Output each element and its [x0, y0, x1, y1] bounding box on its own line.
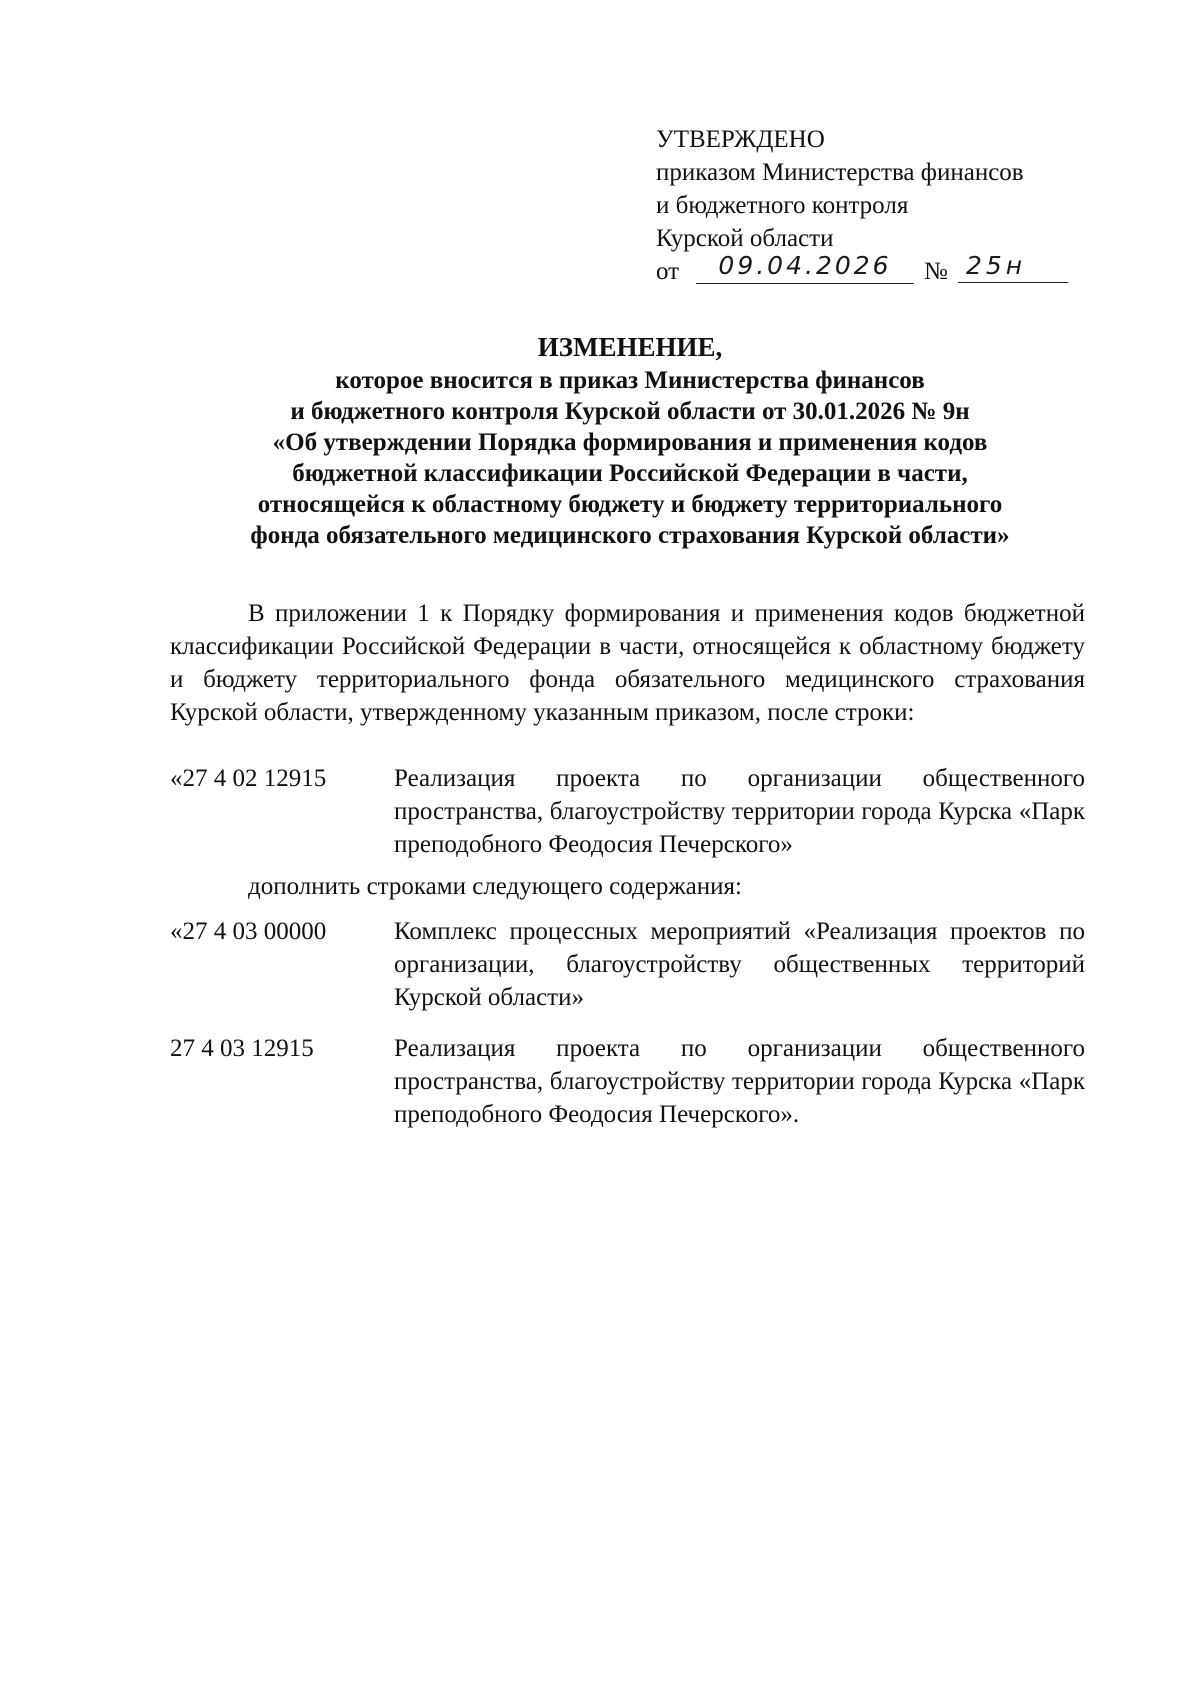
approval-date-line [656, 251, 1096, 289]
budget-code-description: Реализация проекта по организации общественного пространства, благоустройству территории города Курска «Парк преподобного Феодосия Печерского» [394, 765, 1085, 858]
heading-title: ИЗМЕНЕНИЕ, [537, 332, 723, 362]
number-sign: № [924, 258, 948, 285]
date-prefix: от [656, 258, 680, 285]
heading-line: бюджетной классификации Российской Федерации в части, [292, 460, 968, 487]
body-paragraph: В приложении 1 к Порядку формирования и применения кодов бюджетной классификации Российской Федерации в части, относящейся к областному бюджету и бюджету территориального фонда обязательного медицинского страхования Курской области, утвержденному указанным приказом, после строки: [170, 600, 1085, 726]
document-heading [150, 332, 1110, 551]
budget-code: 27 4 03 12915 [170, 1035, 314, 1062]
heading-line: «Об утверждении Порядка формирования и применения кодов [272, 429, 988, 456]
budget-code: «27 4 03 00000 [170, 918, 327, 945]
heading-line: которое вносится в приказ Министерства финансов [335, 367, 925, 394]
approval-status: УТВЕРЖДЕНО [656, 126, 825, 153]
budget-code-description: Комплекс процессных мероприятий «Реализация проектов по организации, благоустройству общественных территорий Курской области» [394, 918, 1085, 1011]
heading-line: относящейся к областному бюджету и бюджету территориального [257, 491, 1003, 518]
approval-block [656, 123, 1096, 289]
approval-line-2: и бюджетного контроля [656, 192, 909, 219]
supplement-text: дополнить строками следующего содержания: [248, 873, 742, 900]
budget-code: «27 4 02 12915 [170, 765, 327, 792]
handwritten-number: 25н [958, 249, 1068, 283]
approval-line-3: Курской области [656, 225, 834, 252]
heading-line: и бюджетного контроля Курской области от 30.01.2026 № 9н [290, 398, 970, 425]
budget-code-description: Реализация проекта по организации общественного пространства, благоустройству территории города Курска «Парк преподобного Феодосия Печерского». [394, 1035, 1085, 1128]
handwritten-date: 09.04.2026 [696, 249, 914, 284]
heading-line: фонда обязательного медицинского страхования Курской области» [250, 522, 1010, 549]
approval-line-1: приказом Министерства финансов [656, 159, 1024, 186]
